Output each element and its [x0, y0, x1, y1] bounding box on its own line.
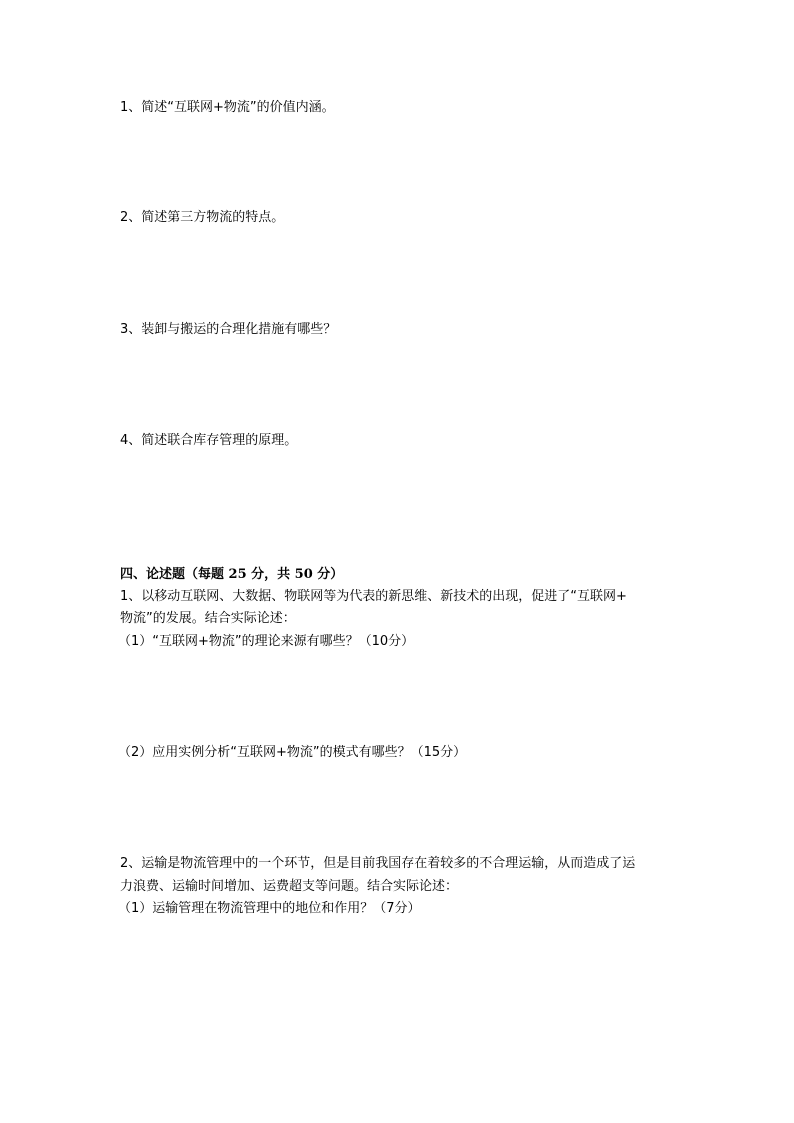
essay-q2-sub1: （1）运输管理在物流管理中的地位和作用？（7分） [118, 901, 421, 916]
essay-section-heading: 四、论述题（每题 25 分，共 50 分） [120, 567, 344, 582]
essay-q1-line2: 物流”的发展。结合实际论述： [120, 611, 296, 626]
essay-q2-line1: 2、运输是物流管理中的一个环节，但是目前我国存在着较多的不合理运输，从而造成了运 [120, 856, 636, 871]
essay-q2-line2: 力浪费、运输时间增加、运费超支等问题。结合实际论述： [120, 879, 459, 894]
essay-q1-sub2: （2）应用实例分析“互联网+物流”的模式有哪些？（15分） [118, 745, 467, 760]
short-answer-q1: 1、简述“互联网+物流”的价值内涵。 [120, 100, 335, 115]
short-answer-q2: 2、简述第三方物流的特点。 [120, 210, 285, 225]
short-answer-q3: 3、装卸与搬运的合理化措施有哪些？ [120, 322, 337, 337]
essay-q1-sub1: （1）“互联网+物流”的理论来源有哪些？（10分） [118, 634, 415, 649]
essay-q1-line1: 1、以移动互联网、大数据、物联网等为代表的新思维、新技术的出现，促进了“互联网+ [120, 589, 627, 604]
short-answer-q4: 4、简述联合库存管理的原理。 [120, 433, 298, 448]
